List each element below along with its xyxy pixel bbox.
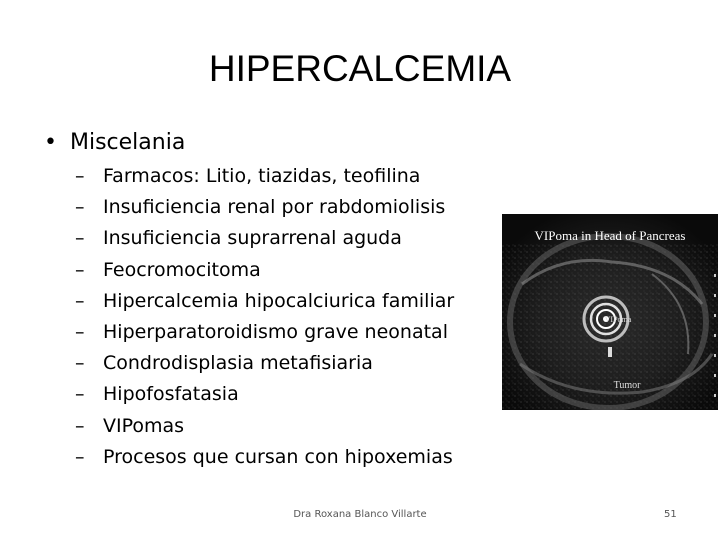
main-bullet — [44, 128, 185, 158]
dash-marker: – — [75, 414, 85, 437]
footer-author: Dra Roxana Blanco Villarte — [293, 509, 427, 520]
list-item — [75, 411, 454, 442]
ultrasound-graphic — [502, 214, 718, 410]
list-item-text: Hiperparatoroidismo grave neonatal — [103, 321, 448, 344]
list-item — [75, 255, 454, 286]
vipoma-label: VIPoma — [604, 315, 632, 324]
list-item — [75, 442, 454, 473]
page-number: 51 — [664, 509, 677, 520]
dash-marker: – — [75, 165, 85, 187]
list-item — [75, 161, 454, 192]
list-item-text: Feocromocitoma — [103, 258, 261, 281]
list-item-text: Farmacos: Litio, tiazidas, teofilina — [103, 165, 421, 187]
list-item-text: Insuficiencia suprarrenal aguda — [103, 227, 402, 250]
list-item-text: Hipofosfatasia — [103, 383, 239, 406]
tumor-label: Tumor — [613, 380, 641, 391]
dash-marker: – — [75, 289, 85, 312]
list-item — [75, 286, 454, 317]
list-item-text: Insuficiencia renal por rabdomiolisis — [103, 196, 446, 219]
list-item — [75, 379, 454, 410]
list-item-text: VIPomas — [103, 414, 185, 437]
ultrasound-image — [502, 214, 718, 410]
dash-marker: – — [75, 196, 85, 219]
list-item — [75, 223, 454, 254]
bullet-dot: • — [44, 130, 57, 155]
dash-marker: – — [75, 352, 85, 375]
figure-caption: VIPoma in Head of Pancreas — [534, 228, 686, 243]
main-bullet-text: Miscelania — [70, 130, 186, 155]
slide-title: HIPERCALCEMIA — [208, 48, 512, 89]
list-item-text: Condrodisplasia metafisiaria — [103, 352, 373, 375]
list-item — [75, 192, 454, 223]
dash-marker: – — [75, 383, 85, 406]
sub-bullet-list — [75, 161, 454, 473]
dash-marker: – — [75, 321, 85, 344]
dash-marker: – — [75, 258, 85, 281]
list-item — [75, 317, 454, 348]
tumor-marker — [608, 347, 612, 357]
list-item — [75, 348, 454, 379]
list-item-text: Procesos que cursan con hipoxemias — [103, 445, 453, 468]
dash-marker: – — [75, 227, 85, 250]
list-item-text: Hipercalcemia hipocalciurica familiar — [103, 289, 455, 312]
dash-marker: – — [75, 445, 85, 468]
